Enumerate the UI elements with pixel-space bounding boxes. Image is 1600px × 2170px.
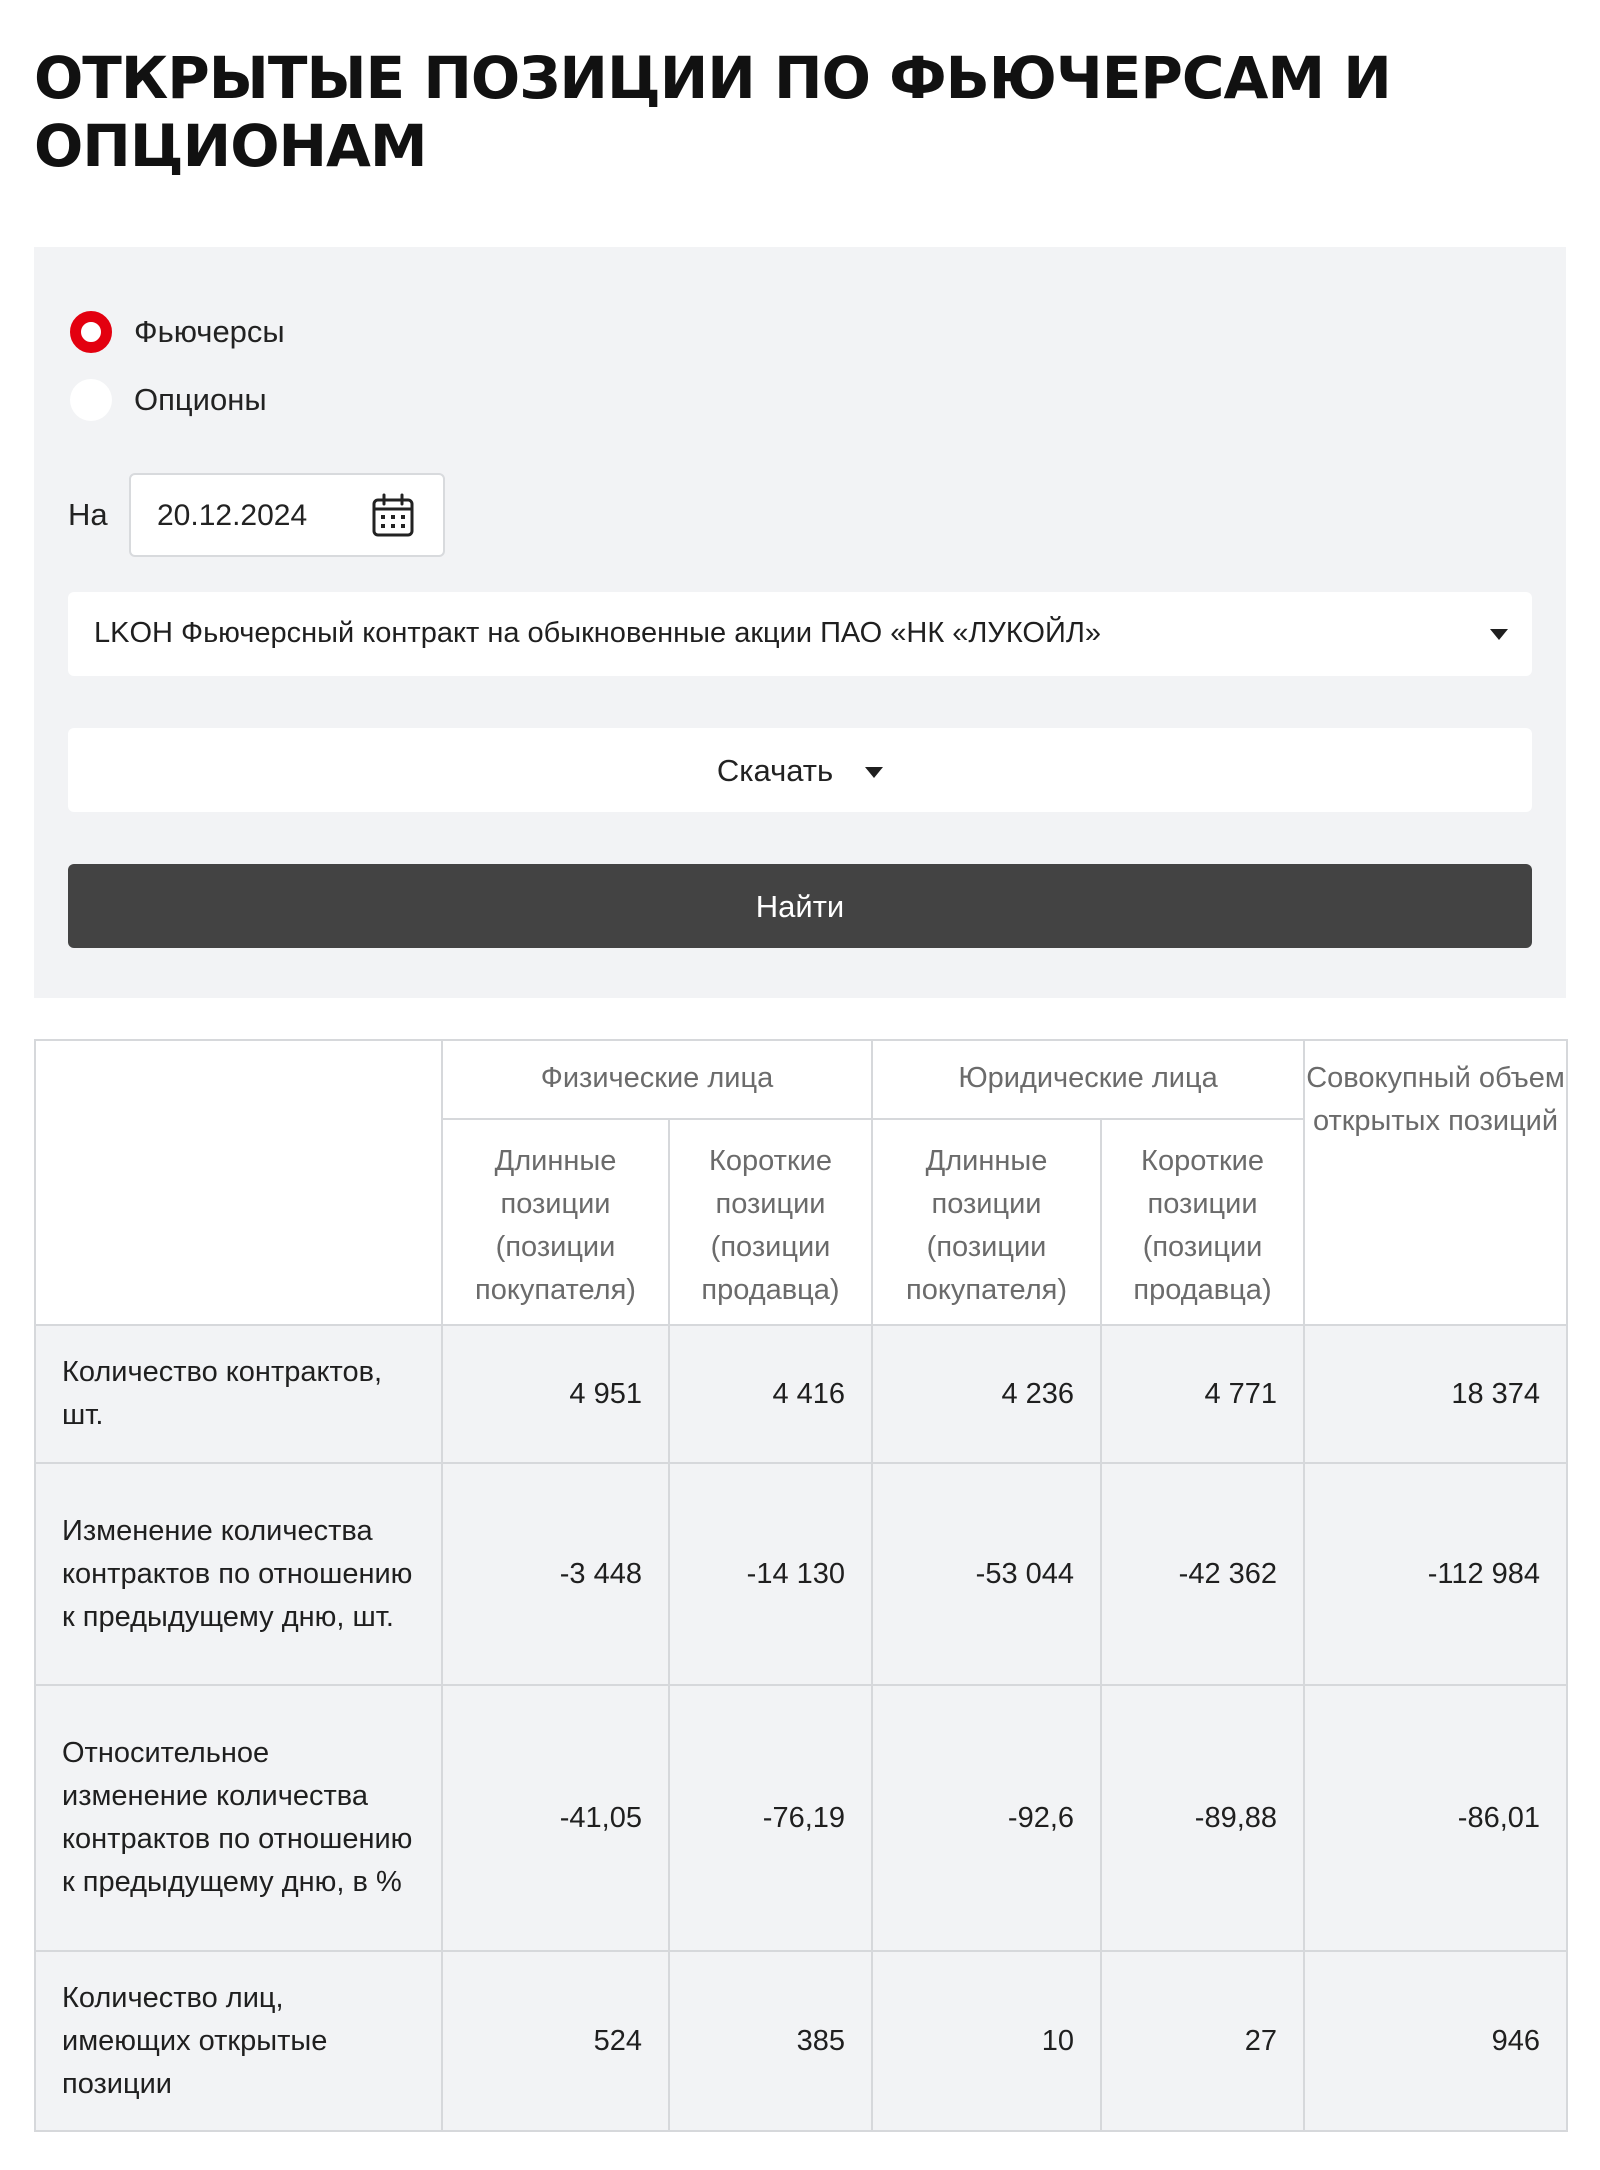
- header-legal-entities: Юридические лица: [872, 1040, 1304, 1119]
- radio-label-futures: Фьючерсы: [134, 314, 285, 349]
- table-cell: 385: [669, 1951, 872, 2131]
- table-cell: 4 951: [442, 1325, 669, 1463]
- table-cell: 524: [442, 1951, 669, 2131]
- table-corner-cell: [35, 1040, 442, 1325]
- find-button[interactable]: [68, 864, 1532, 948]
- header-individuals: Физические лица: [442, 1040, 872, 1119]
- table-cell: -53 044: [872, 1463, 1101, 1685]
- open-positions-table: [34, 1039, 1568, 2132]
- table-cell: 10: [872, 1951, 1101, 2131]
- row-label: Количество лиц, имеющих открытые позиции: [35, 1951, 442, 2131]
- filter-panel: [34, 247, 1566, 998]
- row-label: Относительное изменение количества контрактов по отношению к предыдущему дню, в %: [35, 1685, 442, 1951]
- caret-down-icon: [865, 767, 883, 778]
- header-total: Совокупный объем открытых позиций: [1304, 1040, 1567, 1325]
- table-cell: 4 771: [1101, 1325, 1304, 1463]
- radio-option-options[interactable]: [70, 379, 267, 421]
- header-individuals-long: Длинные позиции (позиции покупателя): [442, 1119, 669, 1325]
- date-label: На: [68, 497, 108, 532]
- contract-select[interactable]: [68, 592, 1532, 676]
- table-cell: -3 448: [442, 1463, 669, 1685]
- table-row: [35, 1463, 1567, 1685]
- radio-label-options: Опционы: [134, 382, 267, 417]
- table-cell: -42 362: [1101, 1463, 1304, 1685]
- find-button-label: Найти: [755, 889, 845, 924]
- radio-button-options[interactable]: [70, 379, 112, 421]
- table-cell: -92,6: [872, 1685, 1101, 1951]
- contract-select-value: LKOH Фьючерсный контракт на обыкновенные акции ПАО «НК «ЛУКОЙЛ»: [94, 617, 1101, 649]
- table-cell: -112 984: [1304, 1463, 1567, 1685]
- caret-down-icon: [1490, 629, 1508, 640]
- table-cell: -14 130: [669, 1463, 872, 1685]
- table-cell: 27: [1101, 1951, 1304, 2131]
- row-label: Изменение количества контрактов по отношению к предыдущему дню, шт.: [35, 1463, 442, 1685]
- download-button-label: Скачать: [716, 753, 834, 788]
- table-cell: -41,05: [442, 1685, 669, 1951]
- table-cell: -89,88: [1101, 1685, 1304, 1951]
- header-legal-short: Короткие позиции (позиции продавца): [1101, 1119, 1304, 1325]
- table-cell: 4 236: [872, 1325, 1101, 1463]
- row-label: Количество контрактов, шт.: [35, 1325, 442, 1463]
- header-legal-long: Длинные позиции (позиции покупателя): [872, 1119, 1101, 1325]
- date-value: 20.12.2024: [157, 499, 308, 532]
- table-cell: -86,01: [1304, 1685, 1567, 1951]
- table-cell: -76,19: [669, 1685, 872, 1951]
- radio-option-futures[interactable]: [70, 311, 285, 353]
- download-button[interactable]: [68, 728, 1532, 812]
- calendar-icon[interactable]: [369, 492, 417, 540]
- table-row: [35, 1685, 1567, 1951]
- table-cell: 946: [1304, 1951, 1567, 2131]
- table-row: [35, 1951, 1567, 2131]
- radio-button-futures[interactable]: [70, 311, 112, 353]
- date-field[interactable]: [129, 473, 445, 557]
- table-row: [35, 1325, 1567, 1463]
- table-cell: 4 416: [669, 1325, 872, 1463]
- page-title: ОТКРЫТЫЕ ПОЗИЦИИ ПО ФЬЮЧЕРСАМ И ОПЦИОНАМ: [34, 44, 1391, 180]
- header-individuals-short: Короткие позиции (позиции продавца): [669, 1119, 872, 1325]
- table-cell: 18 374: [1304, 1325, 1567, 1463]
